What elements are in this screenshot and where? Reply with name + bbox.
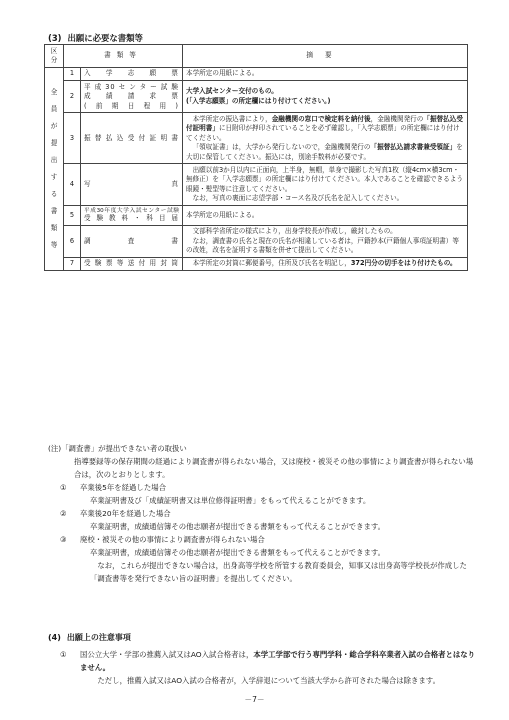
category-char: 提 (50, 139, 58, 148)
category-char: 書 (50, 207, 58, 216)
category-char: 等 (50, 241, 58, 250)
doc-desc (183, 67, 468, 80)
section-title: 出願上の注意事項 (66, 633, 131, 642)
row-number: 1 (64, 67, 81, 80)
doc-desc (183, 164, 468, 206)
desc-text: 文部科学省所定の様式により，出身学校長が作成し，厳封したもの。 (192, 227, 397, 236)
category-char: す (50, 173, 58, 182)
desc-text: 本学所定の用紙による。 (186, 69, 259, 78)
notes-title: (注)「調査書」が提出できない者の取扱い (48, 444, 187, 453)
item-head: 卒業後20年を経過した場合 (80, 509, 171, 518)
desc-text: なお，写真の裏面に志望学部・コース名及び氏名を記入してください。 (192, 194, 404, 203)
doc-name-line: (前期日程用) (84, 101, 179, 110)
desc-emphasis: 「振替払込請求書兼受領証」 (370, 143, 457, 152)
section-title: 出願に必要な書類等 (67, 33, 143, 43)
item-text (80, 648, 480, 674)
item-head: 卒業後5年を経過した場合 (80, 483, 167, 492)
desc-text: (「入学志願票」の所定欄にはり付けてください。) (186, 96, 331, 105)
table-row (45, 225, 468, 257)
row-number: 6 (64, 225, 81, 257)
category-char: る (50, 190, 58, 199)
doc-name: 写真 (81, 164, 183, 206)
table-row (45, 164, 468, 206)
category-char: 員 (50, 105, 58, 114)
required-documents-table (44, 44, 468, 271)
doc-name-line: 平成30年度大学入試センター試験 (84, 207, 179, 214)
doc-name: 受験票等送付用封筒 (81, 257, 183, 270)
desc-text (186, 259, 464, 268)
header-desc: 摘要 (183, 45, 468, 68)
category-char: 類 (50, 224, 58, 233)
header-ku: 区分 (45, 45, 64, 68)
doc-name: 振替払込受付証明書 (81, 113, 183, 164)
item-body: 卒業証明書及び「成績証明書又は単位修得証明書」をもって代えることができます。 (90, 496, 371, 505)
desc-span: ，金融機関発行の (370, 114, 424, 123)
item-mark: ③ (60, 535, 67, 544)
header-name: 書類等 (64, 45, 183, 68)
list-item (60, 507, 480, 520)
list-item (60, 533, 480, 546)
desc-span: を大切に保管してください。振込には，別途手数料が必要です。 (186, 143, 463, 161)
row-number: 2 (64, 81, 81, 113)
doc-name (81, 81, 183, 113)
item-mark: ① (60, 483, 67, 492)
list-item (60, 481, 480, 494)
item-body: 卒業証明書，成績通信簿その他志願者が提出できる書類をもって代えることができます。 (90, 548, 386, 557)
item-mark: ① (60, 650, 67, 659)
desc-emphasis: 金融機関の窓口で検定料を納付後 (271, 114, 371, 123)
doc-desc (183, 206, 468, 226)
category-char: 全 (50, 88, 58, 97)
table-header-row (45, 45, 468, 68)
doc-name (81, 206, 183, 226)
row-number: 3 (64, 113, 81, 164)
item-span: 国公立大学・学部の推薦入試又はAO入試合格者は， (80, 650, 254, 659)
category-char: が (50, 122, 58, 131)
section-4-heading (48, 632, 131, 643)
item-emphasis: 本学工学部で行う専門学科・総合学科卒業者入試の合格者とはなりません。 (80, 650, 476, 672)
desc-text (186, 115, 464, 143)
item-body: ただし，推薦入試又はAO入試の合格者が，入学辞退について当該大学から許可された場合は除きます。 (97, 676, 440, 685)
doc-name-line: 成績請求票 (84, 92, 179, 101)
section-4-body (60, 648, 480, 687)
doc-desc (183, 113, 468, 164)
desc-text: 本学所定の用紙による。 (186, 210, 259, 219)
item-head: 廃校・被災その他の事情により調査書が得られない場合 (80, 535, 265, 544)
category-char: 出 (50, 156, 58, 165)
desc-text (186, 143, 464, 162)
desc-span: 本学所定の封筒に郵便番号，住所及び氏名を明記し， (192, 259, 351, 268)
item-mark: ② (60, 509, 67, 518)
table-row (45, 113, 468, 164)
section-3-heading (48, 32, 143, 44)
desc-span: に日附印が押印されていることを必ず確認し，「入学志願票」の所定欄にはり付けてください。 (186, 124, 460, 142)
notes-block (48, 442, 480, 585)
doc-desc (183, 81, 468, 113)
table-row (45, 257, 468, 270)
list-item (60, 648, 480, 674)
row-number: 4 (64, 164, 81, 206)
doc-name-line: 受験教料・科目届 (84, 214, 179, 223)
desc-text: 大学入試センター交付のもの。 (186, 87, 278, 96)
table-row (45, 81, 468, 113)
row-number: 7 (64, 257, 81, 270)
doc-name: 入学志願票 (81, 67, 183, 80)
item-body: 卒業証明書，成績通信簿その他志願者が提出できる書類をもって代えることができます。 (90, 522, 386, 531)
desc-emphasis: 「振替払込受付証明書」 (186, 114, 463, 133)
desc-span: 「領収証書」は，大学から発行しないので，金融機関発行の (192, 143, 371, 152)
doc-name: 調査書 (81, 225, 183, 257)
notes-intro: 指導要録等の保存期間の経過により調査書が得られない場合，又は廃校・被災その他の事情により調査書が得られない場合は，次のとおりとします。 (74, 457, 474, 479)
page-number: －7－ (244, 695, 265, 704)
table-row (45, 206, 468, 226)
doc-name-line: 平成30センター試験 (84, 82, 179, 91)
item-body: なお，これらが提出できない場合は，出身高等学校を所管する教育委員会，知事又は出身高等学校長が作成した「調査書等を発行できない旨の証明書」を提出してください。 (90, 561, 467, 583)
desc-text: 出願以前3か月以内に正面向，上半身，無帽，単身で撮影した写真1枚（縦4cm×横3cm・無修正）を「入学志願票」の所定欄にはり付けてください。本人であることを確認できるよう眼鏡・髪型等に注意してください。 (186, 165, 463, 193)
table-row (45, 67, 468, 80)
desc-emphasis: 372円分の切手をはり付けたもの。 (350, 259, 457, 268)
section-number: (4) (48, 633, 61, 642)
desc-span: 本学所定の振込書により， (192, 114, 272, 123)
category-cell (45, 67, 64, 271)
section-number: (3) (48, 33, 62, 43)
doc-desc (183, 225, 468, 257)
desc-text: なお，調査書の氏名と現在の氏名が相違している者は，戸籍抄本(戸籍個人事項証明書）等の改姓，改名を証明する書類を併せて提出してください。 (186, 236, 459, 254)
doc-desc (183, 257, 468, 270)
row-number: 5 (64, 206, 81, 226)
